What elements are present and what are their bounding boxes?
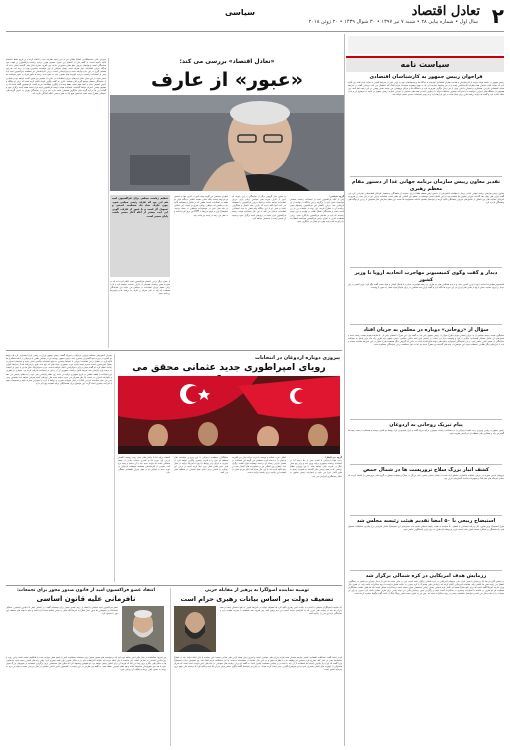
middle-story-col-1 (290, 456, 342, 582)
bottom-right-photo (174, 606, 216, 652)
sidebar-item-headline: رزمایش هدف آمریکایی در کره شمالی برگزار شد (365, 573, 487, 579)
sidebar-item (348, 422, 504, 462)
sidebar-item (348, 327, 504, 417)
body-text: رئیس جمهور در جلسه هیئت دولت از کارشناسان و صاحب نظران اقتصادی خواست تا دیدگاه ها و پیشنهادهای خود را برای عبور از شرایط کنونی به دولت ارائه کنند. وی تأکید کرد که دولت آماده شنیدن همه نظرات کارشناسی است و از هر پیشنهاد سازنده ای که به بهبود وضعیت معیشت مردم کمک کند استقبال می کند. روحانی گفت در شرایط فشار اقتصادی خارجی، همفکری و همدلی داخلی بیش از هر زمان دیگری ضرورت دارد و دانشگاه ها و مراکز پژوهشی می توانند نقش مهمی در این زمینه ایفا کنند. وی همچنین از دستگاه های اجرایی خواست تا با سرعت بیشتری مشکلات تولید را برطرف کنند و بسته های حمایتی را اجرایی سازند. رئیس جمهور در ادامه به موضوع ارز و بازار سکه اشاره کرد و گفت که دولت برنامه هایی برای ایجاد ثبات در این بازارها دارد و به زودی اقدامات جدیدی انجام خواهد شد. (348, 80, 504, 96)
sidebar-item (348, 179, 504, 265)
bottom-left-text-1 (6, 606, 118, 652)
newspaper-logo: تعادل اقتصاد (411, 4, 480, 19)
sidebar-item (348, 573, 504, 746)
bottom-right-headline: تضعیف دولت بر اساس بیانات رهبری حرام است (180, 595, 334, 603)
header-divider (6, 31, 504, 32)
body-text: عضو فراکسیون امید مجلس با انتقاد از روند صدور مجوز برای تجمعات گفت: بر اساس اصل ۲۷ قانون اساسی، تشکیل اجتماعات و راهپیمایی ها بدون حمل سلاح به شرط آنکه مخل به مبانی اسلام نباشد آزاد است و نباید با بهانه های مختلف این حق را محدود کرد. (6, 606, 118, 616)
body-text: طرح استیضاح وزیر تعاون، کار و رفاه اجتماعی با امضای ۵۰ نماینده به هیئت رئیسه مجلس تقدیم شد. محورهای این استیضاح شامل افزایش نرخ بیکاری، مشکلات صندوق های بازنشستگی و عملکرد شستا عنوان شده است. وزیر مربوطه باید ظرف ده روز برای پاسخگویی حاضر شود. (348, 524, 504, 531)
sidebar-title: سیاست نامه (346, 56, 504, 72)
pull-quote-text: تنظیم ریاست مجلس برای فراکسیون امید هم این بود که عارف رئیس مجلس شود. چون عارف نماد یک مصلحت اندیش و تسهیل گر است و با عبور از عارف، گویی این ایده بیشتر از آنکه آغاز مسیر باشد، پایان مسیر است. (112, 197, 168, 218)
sidebar-item-divider (350, 515, 502, 516)
sidebar-item-divider (350, 267, 502, 268)
body-text: نیروهای ارتش سوریه در جریان عملیات پاکسازی مناطق آزاد شده در شمال استان حمص، انبار بزرگی از سلاح و مهمات متعلق به گروه های تروریستی را کشف کردند که شامل موشک های ضد تانک و تجهیزات ساخت کشورهای غربی بود. (348, 473, 504, 480)
body-text: در همین حال گروهی دیگر از نمایندگان بر این باورند که عبور از عارف هزینه های سیاسی زیادی برای جریان اصلاحات خواهد داشت و اتحاد درونی فراکسیون را تضعیف می کند. آنها تأکید دارند که عارف نماد اعتدال و همگرایی است و حذف او از این جایگاه پیام منفی به بدنه اجتماعی اصلاحات ارسال می کند. با این حال انتخابات هیئت رئیسه فراکسیون قرار است در روزهای آینده برگزار شود و نتیجه آن مسیر آینده را مشخص خواهد کرد. (232, 195, 286, 220)
column-divider (114, 354, 115, 582)
body-text: وی افزود: متأسفانه در سال های اخیر شاهد بوده ایم که درخواست های صدور مجوز برای تجمعات مسالمت آمیز با پاسخ منفی مواجه شده یا بلاتکلیف مانده است و این رویه با روح قانون اساسی در تعارض است. این نماینده با بیان اینکه مردم باید بتوانند اعتراضات خود را به شکل قانونی بیان کنند، تصریح کرد: وقتی راه های قانونی بسته شود، نارضایتی ها به شکل های دیگری بروز پیدا می کند که هزینه آن برای کشور بیشتر خواهد بود. او همچنین پیشنهاد کرد که مکان های مشخصی برای برگزاری تجمعات در شهرهای بزرگ تعیین شود تا هم حق شهروندان محفوظ بماند و هم نظم عمومی حفظ شود. به گفته وی طرحی در این زمینه در کمیسیون امور داخلی مجلس در حال بررسی است و امید می رود به زودی به صحن علنی برسد و تکلیف آن روشن شود. (6, 656, 166, 672)
bottom-divider (6, 585, 342, 586)
middle-story-kicker-visible: پیروزی دوباره اردوغان در انتخابات (255, 355, 340, 361)
body-text: رجب طیب اردوغان با کسب بیش از ۵۲ درصد آرا در انتخابات ریاست جمهوری ترکیه پیروز شد و برای پنج سال دیگر در قدرت باقی خواهد ماند. با این پیروزی نظام ریاستی که در همه پرسی سال گذشته به تصویب رسید به طور کامل اجرا می شود و اختیارات رئیس جمهور به شکل چشمگیری افزایش می یابد. (290, 459, 342, 478)
body-text: او در ادامه گفت: مشکلات اقتصادی کشور نیازمند همدلی همه قوا و جریان های سیاسی است و امروز زمان صف آرایی های جناحی نیست. این نماینده با بیان اینکه دولت باید در اصلاح ساختارها جدی تر عمل کند، تصریح کرد: مجلس نیز وظیفه دارد با نظارت دقیق و در عین حال حمایت از تصمیمات درست، به حل مشکلات مردم کمک کند. وی همچنین درباره استیضاح وزرا گفت که این ابزار قانونی است اما استفاده از آن باید با دقت و بر اساس مصلحت کشور باشد. به گفته او برخی رقابت های سیاسی در ماه های اخیر موجب شده است که تمرکز مسئولان از اولویت های اصلی منحرف شود و این موضوع نگرانی جدی ایجاد کرده است. در پایان او خواستار گفت وگوی بیشتر میان جریان ها شد و تأکید کرد که وحدت ملی مهم ترین سرمایه کشور است. (174, 656, 342, 672)
middle-story-lead-label: گروه بین الملل: (324, 456, 342, 459)
top-story-col-1 (290, 195, 344, 347)
body-text: پس از آنکه فراکسیون امید در انتخابات ریاست مجلس نتوانست نامزد خود را برگزیند و این جایگاه در نهایت از آن لاریجانی شد، برخی اعضای این فراکسیون پیشنهاد تغییر ریاست آن را مطرح کردند. این روند در جلسات پی در پی ادامه یافت و نمایندگان اصلاح طلب در نهایت به این نتیجه رسیدند که باید در ساختار فراکسیون بازنگری شود. برخی معتقدند عارف به عنوان رئیس فراکسیون نتوانسته انتظارات را برآورده کند و باید چهره ای فعال تر جایگزین شود. (290, 198, 344, 223)
body-text: رئیس جمهور در پیامی پیروزی رجب طیب اردوغان را در انتخابات ریاست جمهوری ترکیه تبریک گفت و ابراز امیدواری کرد روابط دو کشور دوست و همسایه در همه زمینه ها گسترش یابد و همکاری های منطقه ای دو کشور تقویت شود. (348, 428, 504, 435)
body-text: از سوی دیگر برخی اعضای فراکسیون امید اعلام کرده اند که در صورت تغییر ریاست، همچنان از عارف حمایت خواهند کرد و او را ریش سفید جریان اصلاحات در مجلس می دانند. این نمایندگان معتقدند که باید به جای تمرکز بر افراد، به برنامه ها و راهبردها پرداخته شود. (110, 280, 170, 296)
top-story-headline: «عبور» از عارف (151, 69, 303, 91)
sidebar-divider (344, 34, 345, 746)
body-text: ائتلاف حزب عدالت و توسعه با حزب حرکت ملی نیز اکثریت پارلمان را به دست آورد. منتقدان می گویند این انتخابات در فضای نابرابر رسانه ای و تحت وضعیت فوق العاده برگزار شد. ناظران بین المللی نیز بر محدودیت های اعمال شده بر رقبا تأکید کرده اند. با این حال مشارکت بالای مردم نشان از اهمیت این رقابت برای جامعه ترکیه داشت. (232, 456, 286, 475)
body-text: یک نماینده اصولگرای مجلس با اشاره به بیانات اخیر رهبری تأکید کرد که تضعیف دولت در شرایط کنونی به نفع دشمنان است و همه جریان ها باید از رقابت های حزبی که به کارآمدی دولت آسیب می زند پرهیز کنند. وی افزود: نقد منصفانه با تخریب تفاوت دارد و نمایندگان باید این مرز را رعایت کنند. (220, 606, 342, 616)
body-text: رهبران کشورهای مختلف پیروزی اردوغان را تبریک گفتند. رئیس جمهور ایران در پیامی ابراز امیدواری کرد که روابط دو کشور در دوره جدید گسترش بیشتری یابد. رئیس جمهور روسیه نیز در تماسی تلفنی با اردوغان بر ادامه همکاری ها تأکید کرد. در مقابل برخی مقامات اروپایی با احتیاط بیشتری به نتایج انتخابات واکنش نشان دادند و خواستار احترام به حقوق اپوزیسیون شدند. محرم اینجه نامزد حزب جمهوری خواه خلق که دوم شد، نتایج را پذیرفت اما از شرایط نابرابر رقابت انتقاد کرد. او گفت مبارزه برای دموکراسی ادامه خواهد داشت. حزب دموکراتیک خلق ها نیز با عبور از آستانه ده درصد وارد پارلمان شد، هرچند نامزد ریاست جمهوری آن از زندان در انتخابات شرکت کرده بود. بسیاری از ناظران این انتخابات را نقطه عطفی در تاریخ جمهوری ترکیه می دانند زیرا نظام پارلمانی جای خود را به نظام ریاستی می دهد و اختیارات اجرایی در دست یک نفر متمرکز می شود. دولت جدید طی روزهای آینده معرفی خواهد شد. همچنین پیش بینی می شود سیاست خارجی آنکارا در قبال تحولات سوریه و روابط با غرب با تغییراتی همراه باشد و تصمیمات مهم با سرعت بیشتری اتخاذ گردد. این موضوع برای همسایگان ترکیه اهمیت ویژه ای دارد. (6, 354, 112, 385)
body-text: سخنگوی هیئت رئیسه مجلس از به جریان افتادن دوباره طرح سؤال از رئیس جمهور خبر داد. به گفته وی، این طرح با امضای بیش از ۸۰ نماینده تقدیم هیئت رئیسه شده و محورهای آن شامل مسائل اقتصادی، بیکاری، رکود و وضعیت بازار ارز است. بر اساس آیین نامه داخلی مجلس، رئیس جمهور باید ظرف یک ماه برای پاسخ به سؤالات نمایندگان در صحن علنی حاضر شود. برخی نمایندگان امیدوارند پاسخ های دولت قانع کننده باشد، در حالی که گروهی دیگر معتقدند طرح سؤال در این شرایط مناسب نیست و باید از ابزارهای دیگر نظارتی استفاده شود. این موضوع در ماه های گذشته نیز مطرح شده بود اما به دلیل مخالفت برخی نمایندگان مسکوت ماند. (348, 333, 504, 346)
middle-story-headline: رویای امپراطوری جدید عثمانی محقق می (132, 362, 326, 373)
middle-divider (6, 350, 342, 351)
sidebar-item (348, 74, 504, 174)
bottom-right-kicker: توصیه نماینده اصولگرا به پرهیز از مقابله حزبی (205, 588, 309, 593)
top-story-col-4 (110, 280, 170, 347)
middle-story-col-2 (232, 456, 286, 582)
sidebar-item-headline: تقدیر معاون رییس سازمان برنامه جهانی غذا از دستور مقام معظم رهبری (352, 179, 500, 192)
sidebar-item-headline: فراخوان رییس جمهور به کارشناسان اقتصادی (369, 74, 483, 80)
bottom-right-text-2 (174, 656, 342, 746)
middle-story-photo (118, 376, 340, 454)
top-story-col-2 (232, 195, 286, 347)
sidebar-item-divider (350, 419, 502, 420)
sidebar-item-divider (350, 464, 502, 465)
person-photo-illustration (122, 606, 164, 652)
body-text: تحلیلگران معتقدند اردوغان با این پیروزی سیاست های منطقه ای خود را با قدرت بیشتری پیگیری خواهد کرد. از سوریه تا عراق و از روابط با اروپا تا آمریکا، ترکیه در سال های اخیر نقش فعال تری ایفا کرده است و برخی این رویکرد را تلاشی برای احیای نفوذ عثمانی در منطقه تعبیر می کنند. (174, 456, 228, 475)
sidebar-item-divider (350, 176, 502, 177)
bottom-left-headline: نافرمانی علیه قانون اساسی (36, 595, 136, 603)
body-text: اقتصاد ترکیه اما با چالش های جدی روبه روست؛ کاهش ارزش لیر، تورم بالا و کسری حساب جاری از جمله مسائلی است که دولت جدید باید با آن دست و پنجه نرم کند. بسیاری از کارشناسان معتقدند موفقیت اردوغان در دوره جدید به توانایی او در مهار بحران اقتصادی بستگی دارد. (118, 456, 170, 475)
sidebar-item (348, 518, 504, 568)
bottom-right-text-1 (220, 606, 342, 652)
bottom-left-text-2 (6, 656, 166, 746)
sidebar-item (348, 467, 504, 513)
sidebar-item-headline: دیدار و گفت وگوی کمیسیونر مهاجرت اتحادیه اروپا با وزیر کشور (354, 270, 498, 283)
flags-crowd-illustration (118, 376, 340, 454)
section-label: سیاسی (224, 8, 256, 17)
portrait-illustration (110, 95, 344, 191)
top-story-kicker: «تعادل اقتصاد» بررسی می کند: (179, 58, 275, 65)
top-story-col-3 (174, 195, 228, 347)
middle-story-col-4 (118, 456, 170, 582)
top-story-photo (110, 95, 344, 191)
body-text: معاون رئیس سازمان برنامه جهانی غذا در دیدار با مقامات کشورمان از دستور رهبر معظم انقلاب برای حمایت از پناهندگان و تحصیل کودکان افغانستانی قدردانی کرد. وی گفت ایران طی چهار دهه گذشته میزبان میلیون ها پناهنده بوده و این اقدام انسان دوستانه در سطح بین المللی کم نظیر است. مقامات ایرانی نیز در این دیدار بر ضرورت افزایش حمایت های بین المللی از کشورهای میزبان پناهندگان تأکید کردند و خواستار تقسیم عادلانه مسئولیت ها شدند. این مقام سازمان ملل همچنین از برخی اردوگاه های پناهندگان بازدید کرد. (348, 192, 504, 205)
body-text: ناظران سیاسی می گویند بحث عبور از عارف تنها به شخص او مربوط نیست بلکه نشان دهنده اختلاف دیدگاه میان دو طیف در اصلاحات است؛ طیفی که بر تعامل و مصالحه تأکید دارد و طیفی که خواهان رویکرد صریح تر است. این اختلاف در ماه های اخیر در موضوعات مختلفی از جمله بودجه، استیضاح وزرا و لوایح مرتبط با FATF نیز بروز کرده است و به نظر می رسد در آینده نیز ادامه یابد. (174, 195, 228, 217)
top-story-lead-label: گروه سیاسی: (328, 195, 344, 198)
bottom-left-photo (122, 606, 164, 652)
column-divider (170, 588, 171, 746)
sidebar-ad-space (348, 36, 504, 54)
body-text: شورای عالی سیاستگذاری اصلاح طلبان نیز در این زمینه نظرات خود را اعلام کرده و بر لزوم حفظ انسجام تأکید داشته است. به گفته یکی از اعضای این شورا، تصمیم نهایی درباره ریاست فراکسیون بر عهده خود نمایندگان است و نهادهای بیرونی تنها نقش مشورتی دارند. وی افزود: تجربه سال های گذشته نشان داده که هرگاه جریان اصلاحات دچار تفرقه شده، رقبای سیاسی از این موقعیت بیشترین بهره را برده اند. بنابراین تصمیم گیری در این باره نیازمند دقت و دوراندیشی است. برخی کارشناسان نیز معتقدند فراکسیون امید باید پیش از انتخابات ریاست، درباره اولویت های تقنینی خود به جمع بندی برسد تا تغییر افراد به تغییر سیاست ها منجر شود. در این میان نقش لیدرهای جریان اصلاحات در خارج از مجلس نیز تعیین کننده خواهد بود و بسیاری از نمایندگان منتظر موضع گیری آنان هستند. عارف در گفت وگویی کوتاه اعلام کرده است که برای او جایگاه و عنوان اهمیتی ندارد و آنچه مهم است حفظ وحدت و پیگیری مطالبات مردم است. او همچنین گفته است که به تصمیم جمعی احترام خواهد گذاشت. انتخابات هیئت رئیسه فراکسیون امید قرار است هفته آینده برگزار شود و گمانه زنی ها درباره گزینه های جایگزین همچنان ادامه دارد. نام برخی از نمایندگان تهران به عنوان گزینه های احتمالی مطرح شده است اما هنوز هیچ یک به طور رسمی اعلام آمادگی نکرده اند. (6, 58, 106, 96)
left-column-top (6, 58, 106, 348)
sidebar-item-divider (350, 324, 502, 325)
body-text: کمیسیونر مهاجرت اتحادیه اروپا با وزیر کشور دیدار و درباره همکاری های دو طرف در زمینه مهاجرت، مبارزه با قاچاق انسان و مواد مخدر گفت وگو کرد. وزیر کشور در این دیدار بر لزوم حمایت عملی اروپا از تلاش های ایران در این حوزه ها تأکید کرد و گفت ایران سد محکمی در برابر قاچاق مواد مخدر به سوی اروپاست. (348, 283, 504, 290)
sidebar-item-divider (350, 570, 502, 571)
person-photo-illustration (174, 606, 216, 652)
sidebar-item-headline: کشف انبار بزرگ سلاح تروریست ها در شمال حمص (363, 467, 489, 473)
body-text: بر اساس گزارش ها، یک رزمایش با هدف قرار دادن نیروهای آمریکایی در کره شمالی برگزار شده است. این در حالی است که پس از دیدار رهبران دو کشور در سنگاپور، انتظار می رفت تنش ها کاهش یابد. مقامات آمریکایی اعلام کرده اند رزمایش های مشترک با کره جنوبی به حالت تعلیق درآمده تا روند مذاکرات ادامه یابد. در همین حال وزیر خارجه آمریکا گفته است که برای خلع سلاح هسته ای کامل کره شمالی جدول زمانی مشخصی تعیین نشده است و مذاکرات ممکن است ماه ها طول بکشد. تحلیلگران معتقدند هر دو طرف در تلاشند تا امتیازات بیشتری در مذاکرات کسب کنند و برگزاری چنین رزمایش هایی می تواند پیامی برای طرف مقابل باشد. کره جنوبی و ژاپن نیز تحولات را با دقت دنبال می کنند و خواستار شفافیت بیشتر در روند مذاکرات شده اند. چین نیز به عنوان متحد اصلی پیونگ یانگ از ادامه گفت وگوها حمایت کرده است. (348, 579, 504, 595)
left-column-middle (6, 354, 112, 582)
middle-story-col-3 (174, 456, 228, 582)
bottom-left-kicker: انتقاد عضو فراکسیون امید از قانون صدور مجوز برای تجمعات: (16, 588, 156, 593)
page-number: ۲ (491, 4, 504, 28)
pull-quote-box (110, 195, 170, 277)
sidebar-item-headline: سؤال از «روحانی» دوباره در مجلس به جریان افتاد (363, 327, 489, 333)
sidebar-item-headline: پیام تبریک روحانی به اردوغان (389, 422, 463, 428)
sidebar-item (348, 270, 504, 322)
sidebar-item-headline: استیضاح ربیعی با ۵۰ امضا تقدیم هیئت رئیسه مجلس شد (356, 518, 496, 524)
issue-date-line: سال اول • شماره پیاپی ۲۸ • شنبه ۷ تیر ۱۳۹۷ • ۳۰ شوال ۱۴۳۹ • ۲۰ ژوئن ۲۰۱۸ (308, 19, 478, 25)
column-divider (108, 58, 109, 348)
